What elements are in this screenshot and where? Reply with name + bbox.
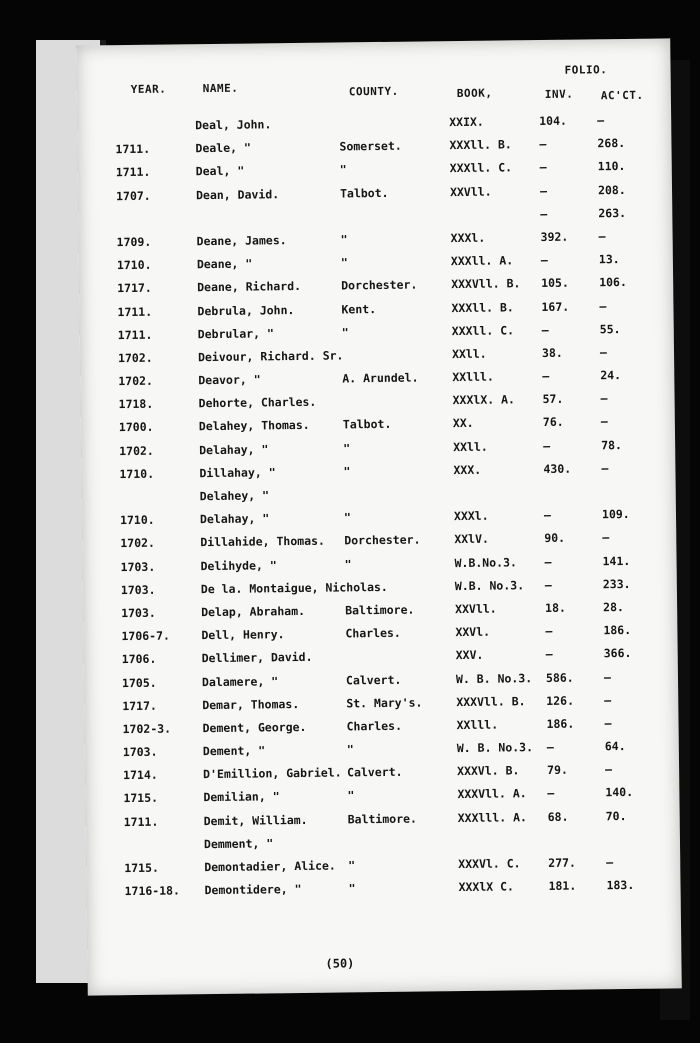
- cell-act: 263.: [598, 205, 627, 221]
- cell-book: XXXl.: [453, 508, 489, 524]
- cell-act: 106.: [599, 275, 627, 290]
- cell-name: Dillahay, ": [199, 465, 276, 481]
- cell-inv: 277.: [548, 855, 577, 870]
- cell-year: 1717.: [122, 698, 157, 713]
- cell-book: XXll.: [451, 346, 487, 361]
- cell-county: ": [347, 788, 355, 803]
- header-year: YEAR.: [130, 82, 167, 97]
- cell-act: —: [599, 345, 608, 360]
- cell-act: —: [597, 113, 605, 128]
- cell-year: 1711.: [123, 814, 159, 829]
- cell-county: ": [344, 556, 352, 571]
- cell-inv: —: [547, 786, 555, 801]
- cell-act: 78.: [601, 437, 623, 452]
- cell-inv: —: [545, 647, 553, 662]
- header-county: COUNTY.: [348, 84, 399, 99]
- cell-inv: —: [544, 577, 552, 592]
- cell-county: Baltimore.: [347, 811, 418, 827]
- cell-year: 1703.: [122, 744, 158, 760]
- cell-name: Dement, ": [202, 743, 266, 759]
- cell-name: Demar, Thomas.: [202, 696, 300, 712]
- cell-inv: 79.: [547, 762, 568, 778]
- cell-county: ": [348, 858, 356, 873]
- cell-name: Delahay, ": [199, 441, 269, 457]
- cell-year: 1711.: [117, 327, 153, 342]
- cell-year: 1717.: [117, 281, 152, 296]
- ledger-page: [76, 38, 682, 995]
- cell-year: 1711.: [117, 304, 153, 319]
- cell-inv: —: [545, 624, 553, 639]
- cell-name: Demit, William.: [203, 812, 308, 828]
- cell-book: XXXll. A.: [450, 253, 514, 269]
- cell-act: —: [599, 298, 607, 313]
- cell-name: Delahey, Thomas.: [198, 418, 310, 434]
- cell-book: W.B.No.3.: [454, 554, 517, 570]
- cell-inv: —: [539, 137, 547, 152]
- cell-year: 1709.: [116, 234, 152, 250]
- cell-inv: —: [546, 739, 554, 755]
- cell-book: W.B. No.3.: [454, 577, 525, 593]
- cell-inv: 430.: [543, 461, 572, 476]
- cell-book: XXll.: [453, 439, 488, 454]
- cell-year: 1714.: [123, 767, 158, 783]
- cell-county: ": [340, 255, 348, 270]
- cell-inv: 105.: [541, 275, 569, 291]
- cell-act: —: [604, 692, 612, 707]
- cell-year: 1716-18.: [124, 883, 181, 899]
- cell-act: 208.: [597, 182, 626, 197]
- cell-book: XXXlll. A.: [457, 809, 528, 825]
- cell-inv: 186.: [546, 716, 575, 731]
- cell-name: Deane, ": [196, 256, 253, 272]
- cell-county: Charles.: [346, 718, 403, 734]
- cell-inv: —: [540, 206, 548, 221]
- cell-name: Demilian, ": [203, 789, 280, 805]
- cell-county: ": [341, 325, 349, 340]
- cell-inv: 126.: [546, 693, 575, 708]
- cell-act: 141.: [602, 553, 631, 568]
- cell-inv: 38.: [541, 345, 563, 360]
- cell-county: ": [348, 881, 356, 896]
- cell-year: 1702.: [119, 443, 154, 458]
- cell-book: XXIX.: [449, 114, 484, 130]
- cell-county: Calvert.: [345, 672, 402, 687]
- cell-book: XXXll. C.: [449, 160, 513, 176]
- cell-name: Deivour, Richard. Sr.: [197, 348, 344, 365]
- cell-year: 1715.: [123, 791, 159, 806]
- cell-book: XXXVll. B.: [456, 693, 526, 709]
- cell-name: Debrula, John.: [197, 302, 295, 318]
- cell-book: XXXl.: [450, 230, 486, 246]
- cell-book: XX.: [452, 416, 474, 431]
- cell-county: ": [343, 440, 351, 456]
- cell-year: 1711.: [115, 141, 151, 157]
- cell-county: ": [343, 510, 352, 525]
- cell-name: D'Emillion, Gabriel.: [203, 765, 342, 782]
- cell-name: Dehorte, Charles.: [198, 395, 317, 411]
- cell-name: Dell, Henry.: [201, 627, 285, 643]
- cell-book: XXXVl. B.: [457, 763, 520, 779]
- cell-name: Deane, Richard.: [197, 279, 302, 295]
- cell-county: Talbot.: [339, 185, 389, 201]
- cell-book: W. B. No.3.: [455, 670, 533, 686]
- cell-act: —: [600, 414, 608, 429]
- cell-act: 70.: [605, 808, 627, 823]
- cell-act: 233.: [602, 576, 631, 592]
- cell-inv: 392.: [540, 229, 569, 244]
- cell-year: 1706.: [121, 652, 157, 667]
- cell-book: XXVll.: [449, 184, 492, 199]
- ledger-rows: [77, 112, 681, 908]
- header-inv: INV.: [544, 87, 574, 101]
- cell-act: 109.: [601, 507, 630, 522]
- cell-inv: 167.: [541, 299, 570, 314]
- cell-inv: —: [541, 322, 549, 337]
- cell-name: Delahey, ": [199, 488, 270, 504]
- cell-year: 1703.: [120, 559, 156, 574]
- cell-name: Dellimer, David.: [201, 650, 313, 666]
- cell-inv: 68.: [547, 809, 569, 824]
- cell-name: Demontadier, Alice.: [204, 858, 336, 875]
- page-number: (50): [325, 956, 355, 971]
- cell-inv: 57.: [542, 391, 564, 407]
- cell-year: 1706-7.: [121, 628, 170, 644]
- cell-county: Dorchester.: [344, 532, 421, 548]
- cell-inv: —: [539, 183, 548, 198]
- cell-book: XXlll.: [452, 369, 494, 385]
- cell-name: Demontidere, ": [204, 882, 302, 898]
- cell-act: 186.: [603, 623, 632, 638]
- cell-county: Kent.: [341, 301, 377, 316]
- cell-year: 1707.: [115, 188, 151, 203]
- cell-inv: —: [543, 438, 551, 453]
- cell-county: Calvert.: [347, 764, 403, 780]
- cell-year: 1703.: [121, 605, 156, 621]
- cell-name: Debrular, ": [197, 325, 275, 341]
- cell-name: Dillahide, Thomas.: [200, 534, 326, 550]
- cell-county: Baltimore.: [345, 602, 415, 618]
- cell-name: Deavor, ": [198, 372, 261, 388]
- cell-act: —: [602, 530, 610, 545]
- cell-name: Demment, ": [203, 836, 274, 851]
- cell-book: W. B. No.3.: [456, 740, 534, 756]
- cell-book: XXXll. B.: [449, 137, 512, 153]
- cell-act: 268.: [597, 136, 626, 151]
- cell-inv: —: [540, 253, 548, 268]
- header-folio: FOLIO.: [564, 63, 608, 77]
- cell-inv: —: [539, 160, 547, 175]
- cell-name: Dement, George.: [202, 719, 307, 736]
- cell-year: 1702.: [117, 350, 153, 366]
- cell-book: XXV.: [455, 648, 484, 663]
- cell-year: 1710.: [119, 466, 155, 481]
- cell-act: —: [598, 229, 606, 244]
- cell-act: 13.: [598, 252, 620, 267]
- cell-inv: —: [544, 554, 552, 569]
- cell-book: XXXlX. A.: [452, 392, 515, 408]
- cell-act: —: [600, 391, 608, 406]
- cell-inv: 90.: [544, 531, 566, 546]
- cell-act: 24.: [600, 368, 622, 383]
- cell-book: XXXVll. B.: [451, 276, 521, 292]
- cell-name: Deane, James.: [196, 233, 287, 249]
- cell-year: 1715.: [124, 860, 159, 876]
- header-act: AC'CT.: [600, 88, 644, 103]
- cell-name: Deal, John.: [195, 117, 272, 133]
- cell-book: XXVll.: [455, 601, 497, 617]
- cell-county: St. Mary's.: [346, 695, 423, 711]
- cell-county: Talbot.: [342, 417, 392, 432]
- cell-act: —: [606, 855, 614, 870]
- cell-inv: 104.: [539, 113, 567, 129]
- cell-inv: —: [543, 508, 552, 523]
- cell-year: 1718.: [118, 397, 154, 412]
- cell-inv: 181.: [548, 878, 577, 894]
- cell-act: —: [605, 762, 613, 777]
- cell-name: Dalamere, ": [201, 673, 279, 689]
- cell-year: 1700.: [118, 420, 154, 435]
- cell-act: 366.: [603, 646, 632, 661]
- cell-county: Charles.: [345, 625, 401, 641]
- cell-name: Deal, ": [195, 163, 245, 179]
- cell-county: ": [343, 464, 351, 479]
- cell-county: ": [340, 232, 348, 247]
- cell-county: A. Arundel.: [342, 370, 419, 386]
- cell-act: 140.: [605, 785, 634, 800]
- header-book: BOOK,: [456, 86, 493, 101]
- cell-year: 1702.: [118, 373, 154, 389]
- cell-county: Dorchester.: [341, 277, 418, 293]
- cell-act: 28.: [603, 599, 624, 615]
- cell-book: XXXll. C.: [451, 323, 515, 338]
- cell-inv: —: [542, 368, 550, 384]
- cell-county: Somerset.: [339, 138, 402, 154]
- cell-book: XXlll.: [456, 717, 499, 732]
- cell-inv: 76.: [542, 415, 564, 430]
- cell-year: 1703.: [120, 582, 156, 597]
- cell-act: —: [604, 716, 612, 731]
- cell-act: 64.: [604, 739, 626, 754]
- cell-book: XXVl.: [455, 624, 491, 640]
- header-name: NAME.: [202, 81, 239, 96]
- cell-act: —: [603, 669, 611, 684]
- cell-book: XXlV.: [454, 532, 489, 547]
- cell-name: Delihyde, ": [200, 557, 277, 573]
- cell-year: 1705.: [121, 675, 157, 690]
- cell-name: De la. Montaigue, Nicholas.: [200, 579, 388, 596]
- cell-inv: 586.: [545, 670, 574, 685]
- cell-book: XXXVll. A.: [457, 786, 527, 802]
- cell-name: Delap, Abraham.: [201, 603, 306, 620]
- cell-name: Dean, David.: [195, 186, 280, 202]
- cell-name: Delahay, ": [199, 511, 270, 527]
- cell-book: XXXlX C.: [458, 879, 515, 895]
- cell-year: 1702.: [120, 536, 156, 551]
- cell-name: Deale, ": [195, 140, 251, 156]
- cell-year: 1710.: [119, 512, 155, 528]
- cell-county: ": [339, 162, 347, 177]
- cell-act: 110.: [597, 159, 626, 174]
- cell-year: 1702-3.: [122, 721, 172, 737]
- cell-book: XXXVl. C.: [458, 856, 521, 872]
- cell-county: ": [346, 742, 354, 757]
- cell-year: 1711.: [115, 165, 151, 180]
- cell-year: 1710.: [116, 257, 152, 273]
- cell-inv: 18.: [545, 600, 566, 615]
- cell-act: 55.: [599, 321, 621, 336]
- cell-act: 183.: [606, 878, 635, 893]
- cell-act: —: [601, 461, 609, 476]
- cell-book: XXXll. B.: [451, 299, 514, 315]
- cell-book: XXX.: [453, 462, 482, 477]
